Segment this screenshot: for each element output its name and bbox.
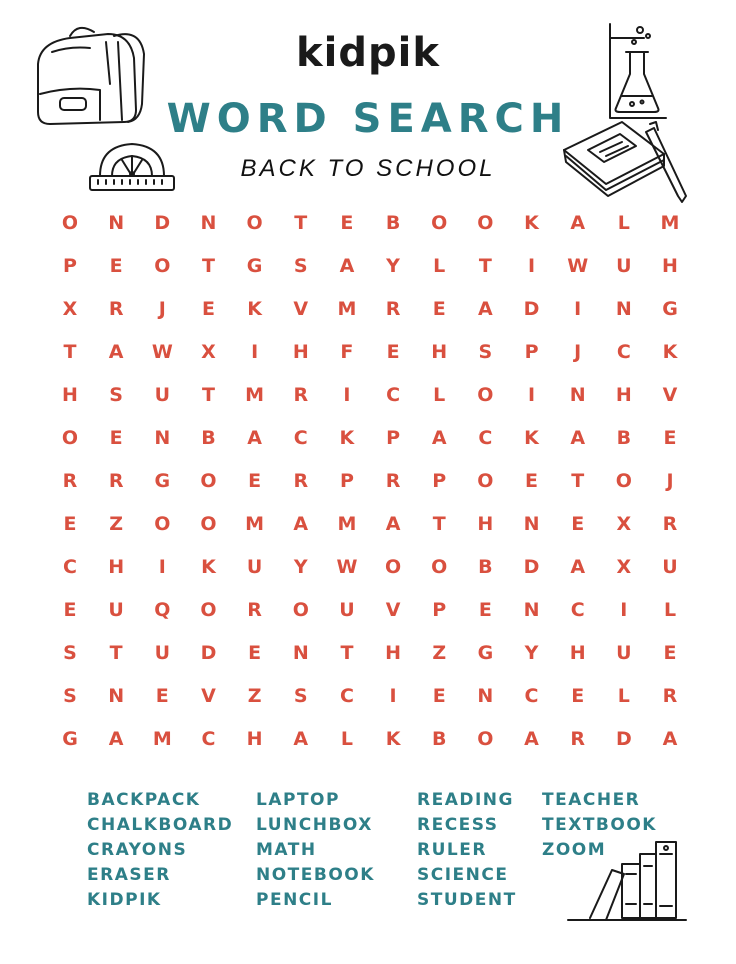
grid-letter: F (340, 341, 354, 363)
grid-row (63, 675, 678, 718)
grid-row (63, 546, 678, 589)
grid-letter: T (340, 642, 354, 664)
grid-letter: Y (386, 255, 400, 277)
grid-letter: J (158, 298, 166, 320)
grid-letter: N (200, 212, 217, 234)
word-list-item: PENCIL (256, 890, 333, 910)
word-list-item: ERASER (87, 865, 171, 885)
grid-letter: O (477, 470, 494, 492)
grid-letter: H (662, 255, 678, 277)
grid-letter: N (569, 384, 586, 406)
grid-letter: I (251, 341, 259, 363)
grid-letter: A (662, 728, 678, 750)
grid-letter: W (567, 255, 589, 277)
grid-letter: V (201, 685, 216, 707)
word-list-item: BACKPACK (87, 790, 201, 810)
grid-letter: O (154, 255, 171, 277)
grid-letter: R (108, 470, 124, 492)
grid-letter: A (478, 298, 493, 320)
grid-letter: E (571, 513, 585, 535)
page-title: WORD SEARCH (166, 96, 570, 142)
grid-letter: I (527, 384, 536, 406)
grid-row (63, 331, 678, 374)
grid-letter: U (339, 599, 355, 621)
grid-letter: T (571, 470, 585, 492)
grid-letter: V (293, 298, 309, 320)
grid-letter: O (61, 212, 79, 234)
grid-letter: C (386, 384, 401, 406)
grid-letter: D (523, 298, 540, 320)
word-list (0, 788, 736, 928)
grid-letter: D (154, 212, 171, 234)
grid-letter: K (524, 212, 539, 234)
grid-letter: C (63, 556, 77, 578)
grid-letter: C (339, 685, 354, 707)
grid-letter: B (616, 427, 632, 449)
grid-letter: Q (154, 599, 171, 621)
grid-letter: H (108, 556, 125, 578)
word-list-item: STUDENT (417, 890, 517, 910)
grid-letter: L (617, 212, 630, 234)
grid-letter: O (200, 470, 217, 492)
word-list-item: READING (417, 790, 514, 810)
grid-letter: N (108, 685, 125, 707)
grid-letter: E (109, 255, 123, 277)
grid-letter: R (385, 470, 401, 492)
grid-letter: C (616, 341, 631, 363)
grid-letter: J (666, 470, 674, 492)
grid-letter: E (478, 599, 492, 621)
word-list-item: ZOOM (542, 840, 607, 860)
grid-letter: P (386, 427, 401, 449)
word-list-item: CRAYONS (87, 840, 188, 860)
word-column (417, 788, 517, 913)
grid-row (61, 202, 680, 245)
notebook-pen-icon (560, 118, 690, 208)
word-list-item: SCIENCE (417, 865, 509, 885)
grid-letter: L (340, 728, 353, 750)
grid-letter: Z (432, 642, 447, 664)
page-subtitle: BACK TO SCHOOL (240, 155, 496, 182)
grid-letter: K (201, 556, 216, 578)
grid-letter: M (337, 513, 357, 535)
grid-letter: T (201, 384, 215, 406)
grid-letter: T (201, 255, 215, 277)
grid-letter: U (108, 599, 124, 621)
grid-letter: P (432, 470, 447, 492)
grid-letter: G (246, 255, 263, 277)
grid-letter: D (615, 728, 632, 750)
grid-letter: M (660, 212, 680, 234)
grid-letter: E (663, 642, 677, 664)
grid-letter: G (154, 470, 171, 492)
grid-letter: A (385, 513, 401, 535)
grid-letter: B (431, 728, 447, 750)
grid-letter: E (386, 341, 400, 363)
grid-letter: E (663, 427, 677, 449)
grid-letter: H (569, 642, 586, 664)
grid-letter: U (616, 642, 632, 664)
grid-letter: E (201, 298, 215, 320)
grid-letter: W (151, 341, 173, 363)
grid-letter: P (432, 599, 447, 621)
grid-letter: O (477, 728, 494, 750)
grid-row (63, 245, 678, 288)
grid-letter: C (524, 685, 539, 707)
grid-letter: R (108, 298, 124, 320)
grid-letter: J (574, 341, 582, 363)
grid-letter: K (339, 427, 355, 449)
grid-letter: N (477, 685, 494, 707)
grid-letter: H (477, 513, 494, 535)
grid-letter: S (63, 642, 77, 664)
grid-letter: B (201, 427, 216, 449)
grid-letter: E (432, 685, 446, 707)
grid-letter: O (477, 384, 494, 406)
grid-letter: O (292, 599, 309, 621)
grid-letter: V (385, 599, 401, 621)
grid-letter: B (385, 212, 401, 234)
word-column (542, 788, 657, 863)
grid-letter: S (293, 255, 308, 277)
grid-letter: O (615, 470, 632, 492)
grid-letter: P (339, 470, 354, 492)
grid-letter: A (570, 427, 586, 449)
grid-letter: R (385, 298, 401, 320)
grid-letter: H (62, 384, 78, 406)
grid-letter: A (431, 427, 447, 449)
grid-letter: K (247, 298, 262, 320)
grid-letter: I (527, 255, 536, 277)
word-list-item: RULER (417, 840, 487, 860)
protractor-icon (86, 140, 178, 194)
grid-letter: B (478, 556, 493, 578)
grid-letter: X (62, 298, 78, 320)
grid-letter: H (292, 341, 309, 363)
grid-letter: S (109, 384, 123, 406)
grid-letter: R (293, 470, 309, 492)
grid-letter: P (524, 341, 539, 363)
grid-letter: N (523, 599, 540, 621)
grid-letter: S (63, 685, 77, 707)
grid-letter: E (525, 470, 539, 492)
word-list-item: MATH (256, 840, 317, 860)
grid-letter: E (571, 685, 585, 707)
grid-letter: U (154, 642, 171, 664)
word-list-item: CHALKBOARD (87, 815, 234, 835)
grid-letter: C (201, 728, 216, 750)
flask-icon (604, 22, 670, 124)
grid-letter: O (477, 212, 494, 234)
grid-letter: E (109, 427, 123, 449)
grid-letter: O (200, 513, 217, 535)
brand-logo: kidpik (296, 30, 440, 76)
grid-letter: T (294, 212, 308, 234)
word-list-item: LAPTOP (256, 790, 340, 810)
grid-letter: S (478, 341, 493, 363)
grid-letter: O (200, 599, 217, 621)
grid-letter: H (246, 728, 263, 750)
grid-letter: O (431, 556, 448, 578)
grid-letter: O (246, 212, 263, 234)
grid-letter: N (154, 427, 171, 449)
grid-letter: X (616, 556, 632, 578)
grid-letter: N (108, 212, 125, 234)
grid-letter: R (293, 384, 309, 406)
grid-letter: X (201, 341, 216, 363)
grid-row (63, 632, 677, 675)
word-list-item: TEXTBOOK (542, 815, 657, 835)
grid-letter: K (385, 728, 401, 750)
grid-letter: C (570, 599, 585, 621)
grid-letter: E (432, 298, 446, 320)
word-column (256, 788, 375, 913)
grid-row (63, 503, 678, 546)
grid-letter: Z (109, 513, 124, 535)
grid-letter: T (63, 341, 77, 363)
grid-letter: N (615, 298, 632, 320)
grid-letter: G (477, 642, 494, 664)
grid-letter: A (570, 212, 586, 234)
grid-letter: L (617, 685, 630, 707)
grid-letter: A (108, 728, 124, 750)
grid-letter: R (662, 513, 678, 535)
grid-letter: O (431, 212, 448, 234)
grid-letter: Y (293, 556, 308, 578)
grid-row (61, 417, 677, 460)
grid-letter: I (574, 298, 582, 320)
grid-letter: E (63, 599, 77, 621)
grid-letter: M (245, 384, 265, 406)
grid-letter: T (432, 513, 446, 535)
grid-letter: I (343, 384, 351, 406)
grid-row (62, 718, 678, 761)
grid-letter: I (158, 556, 166, 578)
grid-letter: R (570, 728, 585, 750)
grid-letter: R (662, 685, 678, 707)
grid-row (63, 589, 677, 632)
grid-letter: A (570, 556, 586, 578)
grid-letter: M (245, 513, 265, 535)
grid-letter: E (63, 513, 77, 535)
grid-letter: T (109, 642, 123, 664)
grid-letter: D (200, 642, 217, 664)
grid-letter: Z (247, 685, 262, 707)
grid-letter: O (61, 427, 79, 449)
grid-letter: U (616, 255, 632, 277)
grid-letter: M (152, 728, 172, 750)
grid-letter: U (662, 556, 678, 578)
grid-letter: L (433, 255, 446, 277)
word-list-item: RECESS (417, 815, 499, 835)
grid-letter: H (385, 642, 402, 664)
grid-letter: N (523, 513, 540, 535)
grid-row (62, 374, 678, 417)
grid-letter: E (340, 212, 354, 234)
backpack-icon (30, 24, 150, 130)
grid-letter: L (663, 599, 677, 621)
grid-letter: A (339, 255, 355, 277)
grid-letter: C (478, 427, 493, 449)
grid-letter: I (620, 599, 628, 621)
word-list-item: LUNCHBOX (256, 815, 373, 835)
grid-letter: U (154, 384, 171, 406)
grid-letter: S (293, 685, 308, 707)
grid-letter: N (292, 642, 309, 664)
grid-letter: X (616, 513, 632, 535)
grid-letter: G (662, 298, 678, 320)
grid-letter: D (523, 556, 540, 578)
word-column (87, 788, 233, 913)
grid-row (62, 460, 674, 503)
grid-letter: R (62, 470, 78, 492)
grid-letter: L (433, 384, 446, 406)
grid-letter: H (431, 341, 448, 363)
grid-letter: A (293, 513, 309, 535)
word-list-item: NOTEBOOK (256, 865, 375, 885)
grid-letter: W (336, 556, 358, 578)
grid-letter: E (248, 642, 262, 664)
grid-letter: E (248, 470, 262, 492)
grid-row (62, 288, 678, 331)
letter-grid (61, 202, 680, 761)
grid-letter: P (63, 255, 77, 277)
grid-letter: C (293, 427, 308, 449)
grid-letter: M (337, 298, 357, 320)
grid-letter: A (293, 728, 309, 750)
grid-letter: A (524, 728, 539, 750)
grid-letter: H (615, 384, 632, 406)
grid-letter: T (478, 255, 492, 277)
grid-letter: Y (524, 642, 539, 664)
grid-letter: A (108, 341, 124, 363)
grid-letter: O (154, 513, 171, 535)
grid-letter: R (247, 599, 262, 621)
grid-letter: G (62, 728, 78, 750)
word-list-item: KIDPIK (87, 890, 162, 910)
grid-letter: O (384, 556, 402, 578)
grid-letter: K (662, 341, 678, 363)
grid-letter: E (155, 685, 169, 707)
word-list-item: TEACHER (542, 790, 641, 810)
grid-letter: V (662, 384, 678, 406)
grid-letter: U (246, 556, 263, 578)
grid-letter: I (389, 685, 397, 707)
grid-letter: K (524, 427, 539, 449)
grid-letter: A (247, 427, 262, 449)
